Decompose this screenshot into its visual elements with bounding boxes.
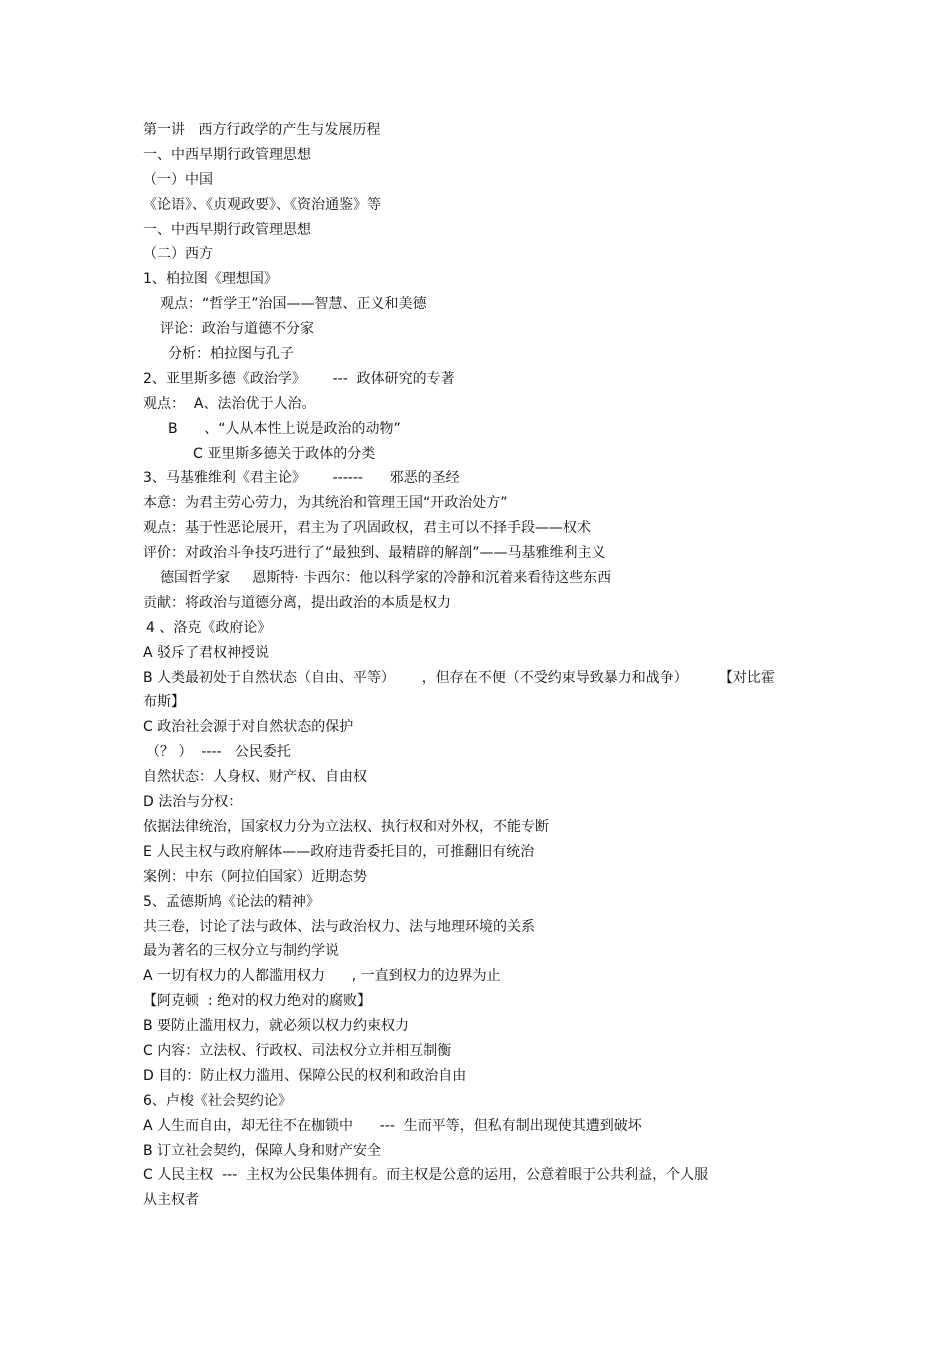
document-line: 本意：为君主劳心劳力，为其统治和管理王国“开政治处方” (143, 495, 508, 512)
document-line: 贡献：将政治与道德分离，提出政治的本质是权力 (143, 594, 451, 611)
document-line: （？ ） ---- 公民委托 (146, 744, 291, 761)
document-line: C 政治社会源于对自然状态的保护 (143, 719, 354, 736)
document-line: C 亚里斯多德关于政体的分类 (193, 445, 376, 462)
document-line: D 目的：防止权力滥用、保障公民的权利和政治自由 (143, 1067, 467, 1084)
document-line: 6、卢梭《社会契约论》 (143, 1092, 292, 1109)
document-line: 自然状态：人身权、财产权、自由权 (143, 769, 367, 786)
document-line: 第一讲 西方行政学的产生与发展历程 (143, 122, 381, 138)
document-line: 1、柏拉图《理想国》 (143, 271, 278, 288)
document-line: 3、马基雅维利《君主论》 ------ 邪恶的圣经 (143, 470, 460, 487)
document-line: 《论语》、《贞观政要》、《资治通鉴》等 (143, 196, 381, 213)
document-line: E 人民主权与政府解体——政府违背委托目的，可推翻旧有统治 (143, 843, 535, 860)
document-line: A 一切有权力的人都滥用权力 , 一直到权力的边界为止 (143, 968, 501, 985)
document-line: B 、“人从本性上说是政治的动物” (168, 420, 401, 437)
document-line: 最为著名的三权分立与制约学说 (143, 943, 339, 960)
document-line: 评价：对政治斗争技巧进行了“最独到、最精辟的解剖”——马基雅维利主义 (143, 545, 606, 562)
document-line: 德国哲学家 恩斯特· 卡西尔：他以科学家的冷静和沉着来看待这些东西 (160, 570, 612, 587)
document-line: A 人生而自由，却无往不在枷锁中 --- 生而平等，但私有制出现使其遭到破坏 (143, 1117, 642, 1134)
document-line: 【阿克顿 : 绝对的权力绝对的腐败】 (143, 993, 372, 1010)
document-line: 一、中西早期行政管理思想 (143, 146, 311, 163)
document-line: 布斯】 (143, 694, 185, 711)
document-line: 观点：“哲学王”治国——智慧、正义和美德 (160, 296, 427, 313)
document-line: 观点：基于性恶论展开，君主为了巩固政权，君主可以不择手段——权术 (143, 520, 591, 537)
document-line: 案例：中东（阿拉伯国家）近期态势 (143, 868, 367, 885)
document-line: 从主权者 (143, 1192, 199, 1209)
document-line: 评论：政治与道德不分家 (160, 321, 314, 338)
document-line: 5、孟德斯鸠《论法的精神》 (143, 893, 320, 910)
document-line: （二）西方 (143, 246, 213, 263)
document-line: 2、亚里斯多德《政治学》 --- 政体研究的专著 (143, 370, 455, 387)
document-line: 观点： A、法治优于人治。 (143, 395, 316, 412)
document-line: 依据法律统治，国家权力分为立法权、执行权和对外权，不能专断 (143, 818, 549, 835)
document-line: D 法治与分权： (143, 794, 243, 811)
document-line: A 驳斥了君权神授说 (143, 644, 270, 661)
document-line: 一、中西早期行政管理思想 (143, 221, 311, 238)
document-line: （一）中国 (143, 171, 213, 188)
document-line: C 人民主权 --- 主权为公民集体拥有。而主权是公意的运用，公意着眼于公共利益，个人服 (143, 1167, 709, 1184)
document-line: B 要防止滥用权力，就必须以权力约束权力 (143, 1018, 410, 1035)
document-body (143, 118, 823, 1213)
document-line: C 内容：立法权、行政权、司法权分立并相互制衡 (143, 1042, 452, 1059)
document-line: B 订立社会契约，保障人身和财产安全 (143, 1142, 382, 1159)
document-line: B 人类最初处于自然状态（自由、平等） ，但存在不便（不受约束导致暴力和战争） 【对比霍 (143, 669, 775, 686)
document-line: 共三卷，讨论了法与政体、法与政治权力、法与地理环境的关系 (143, 918, 535, 935)
document-line: 4 、洛克《政府论》 (146, 619, 272, 636)
document-line: 分析：柏拉图与孔子 (168, 346, 294, 363)
